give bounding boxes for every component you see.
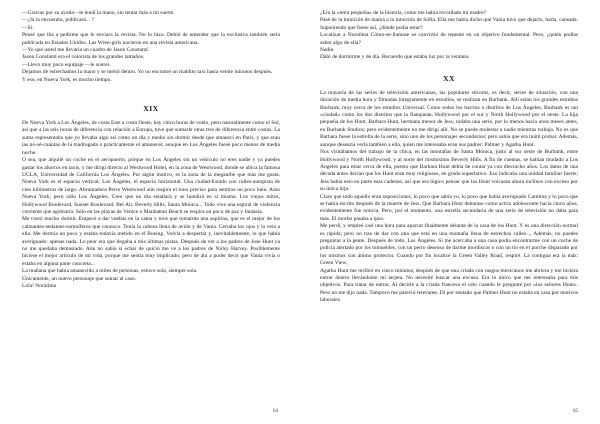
paragraph: ¿Era la «tetra pequeña» de la historia, como me había recordado mi madre? bbox=[320, 10, 486, 16]
paragraph: Jason Constantí era el colorista de los grandes tamaños. bbox=[22, 54, 145, 61]
paragraph: Agatha Hunt me recibió en cinco minutos, después de que una criada con rasgos mexicanos me abriera y me hiciera entrar dentro llevándome mi tarjeta. No necesité buscar una excusa. Era lo único que me interesaba para mis objetivos. Para tratar de entrar, Al decirle a la criada francesa el celo cuando le pregunté por «los señores Hunt». Pero no me dijo nada. Tampoco me pareció relevante. Di por sentado que Palmer Hunt no estaba en casa por motivos laborales. bbox=[320, 267, 578, 304]
paragraph: Localizar a Norailma Cómo-se-llamase se convirtió de repente en un objetivo fundamental. Pero, ¿quién podías saber algo de ella? bbox=[320, 32, 578, 46]
page-number: 64 bbox=[273, 409, 278, 414]
paragraph: Nadie. bbox=[320, 47, 335, 54]
dialogue-line: —¿Si la encuentra, publicará... ? bbox=[22, 17, 94, 24]
chapter-heading: XIX bbox=[143, 104, 159, 114]
chapter-heading: XX bbox=[443, 73, 455, 83]
dialogue-line: —Gracias por su ayuda—le tendí la mano, sin tentar más a mi suerte. bbox=[22, 10, 175, 16]
paragraph: Pensé que iba a pedirme que le enviara la revista. No lo hizo. Debió de entender que la exclusiva también sería publicada en Estados Unidos. Las Wren-girls nacieron en una revista americana. bbox=[22, 32, 280, 46]
paragraph: Dejamos de estrechamos la mano y se metió dentro. Yo no encontré un maldito taxi hasta veinte minutos después. bbox=[22, 69, 273, 76]
paragraph: Únicamente, un nuevo personaje que sumar al caso. bbox=[22, 275, 137, 282]
dialogue-line: —Yo que usted me llevaría un cuadro de Jason Constantí. bbox=[22, 47, 150, 54]
dialogue-line: —Sí. bbox=[22, 24, 34, 31]
paragraph: Nos visitábamos del trabajo de la chica, en las montañas de Santa Mónica, justo al sur oeste de Burbank, entre Hollywood y North Hollywood, y al norte del mismísimo Beverly Hills. A fin de cuentas, se habían mudado a Los Ángeles para estar cerca de ella, puesto que Barbara Hunt debía de contar ya con dieciocho años. Los datos de una década antes decían que los Hunt eran muy religiosos, en grado superlativo. Eso indicaba una unidad familiar fuerte; Jess había esto en parte esas cadenas; así que era lógico pensar que los Hunt volcaran ahora inclinos con exceso por su única hija. bbox=[320, 149, 578, 193]
paragraph: Lola! Norailma bbox=[22, 283, 57, 289]
right-page bbox=[300, 0, 600, 424]
paragraph: Dabí de dormirme y de día. Recuerdo que estaba luz por la ventana. bbox=[320, 54, 470, 61]
paragraph: O sea, que alquilé un coche en el aeropuerto, porque en Los Ángeles sin un vehículo no eres nadie y ya puedes gastar los ahorros en taxis, y me dirigí directo al Westwood Hotel, en la zona de Westwood, donde se ubica la famosa UCLA, Universidad de California Los Ángeles. Por algún motivo, es la zona de la megaurbe que más me gusta. Nueva York es el espacio vertical; Los Ángeles, el espacio horizontal. Una ciudad-Estado con calles-autopista de cien kilómetros de largo. Abrumadora Perro Westwood aún respira el tono preciso para sentirse un poco bien. Amo Nueva York, pero odio Los Ángeles. Creo que un día estallará y se hundirá en sí misma. Los viejos mitos, Hollywood Boulevard, Sunset Boulevard, Bel Air, Beverly Hills, Santa Mónica... Todo vive una espiral de violencia creciente que agobiaría. Sólo en las playas de Venice o Manhattan Beach se respira un poco de paz y fantasía. bbox=[22, 157, 280, 215]
paragraph: La mañana que había amanecido a miles de personas, estuvo sola, siempre sola. bbox=[22, 268, 198, 275]
paragraph: Pasé de la intuición de mamá a la intuición de Sofía. Ella me había dicho que Vania tuvo que dejarlo, harta, cansada. Suponiendo que fuese así, ¿dónde podía estar? bbox=[320, 17, 578, 31]
paragraph: De Nueva York a Los Ángeles, de costa Este a costa Oeste, hay cinco horas de vuelo, pero naturalmente como el Sol, así que a las seis horas de diferencia con relación a Europa, tuve que sumarle otras tres de diferencia entre costas. La suma representaba que yo llevaba algo así como un día y medio sin dormir desde que amanecí en París, y que eran las no-sé-cuántas de la madrugada o prácticamente el amanecer, aunque en Los Ángeles fuese poco menos de media noche. bbox=[22, 120, 280, 156]
paragraph: Me costó mucho dormir. Empecé a dar vueltas en la cama y tuve que tomarme una aspirina, que es el mejor de los calmantes-sedantes-somníferos que conozco. Tenía la cabeza llena de avión y de Vania. Cerraba los ojos y la veía a ella. Me dormía un poco y estaba todavía metido en el Boeing. Volvía a despertar y, inevitablemente, lo que había averiguado: apenas nada. Lo peor era que llegaba a mis últimas pistas. Después de ver a los padres de Jose Hunt ya no me quedaba demasiado. Aún no sabía si echar de quicio me ve a los padres de Nicky Harvey. Posiblemente hiciese el mejor artículo de mi vida, porque me sentía muy implicado; pero de ahí a poder decir que Vania vivía o estaba en alguna parte concreta... bbox=[22, 216, 280, 267]
paragraph: La mayoría de las series de televisión americanas, las populares sitcoms, es decir, series de situación, con una duración de media hora y filmadas íntegramente en estudios, se realizan en Burbank. Allí están los grandes estudios Burbank, muy cerca de los estudios Universal. Como todos los barrios o distritos de Los Ángeles, Burbank es tan «ciudad» como los dos distritos que la flanquean, Hollywood por el sur y North Hollywood por el oeste. La hija pequeña de los Hunt, Barbara Hunt, hermana menor de Jess, rodaba una serie, por lo menos hacía unos meses antes, en Burbank Studios; pero evidentemente no me dirigí allí. No se puede molestar a nadie mientras trabaja. No es que Barbara fuese la estrella de la serie, sino uno de los personajes secundarios; pero sabía que era inútil probar. Además, aunque desearía verla también a ella, quien me interesaba eran sus padres: Palmer y Agatha Hunt. bbox=[320, 89, 578, 148]
page-number: 65 bbox=[573, 409, 578, 414]
dialogue-line: —Llevo muy poco equipaje —le sonreí. bbox=[22, 61, 111, 68]
paragraph: Me perdí, y empleé casi una hora para aparcar finalmente delante de la casa de los Hunt. Y es una dirección normal es rápida; pero no tras de dar con una que está en una montaña llena de estrechos calles..., Además, no puedes preguntar a la gente. Después de todo, Los Ángeles. Si me acercaba a una casa podía encontrarme con un coche de policía alertado por los inmuebles, con un perro deseoso de darme mordiscos o con un tío en el porche disparado por los mismos con ánimo protector. Cuando por fin localicé la Green Valley Road, respiré. La contigua era la más: Green View. bbox=[320, 223, 578, 267]
paragraph: Claro que todo aquello eran suposiciones, lo poco que sabía yo, lo poco que había averiguado Carmina y lo poco que se había escrito después de la muerte de Jess. Que Barbara Hunt debutase como actriz adolescente hacía cinco años, evidentemente fue noticia. Pero, por el momento, una estrella secundaria de una serie de televisión no daba para más. El morbo pasaba a ipso. bbox=[320, 193, 578, 222]
paragraph: Y eso, en Nueva York, es mucho tiempo. bbox=[22, 76, 112, 83]
